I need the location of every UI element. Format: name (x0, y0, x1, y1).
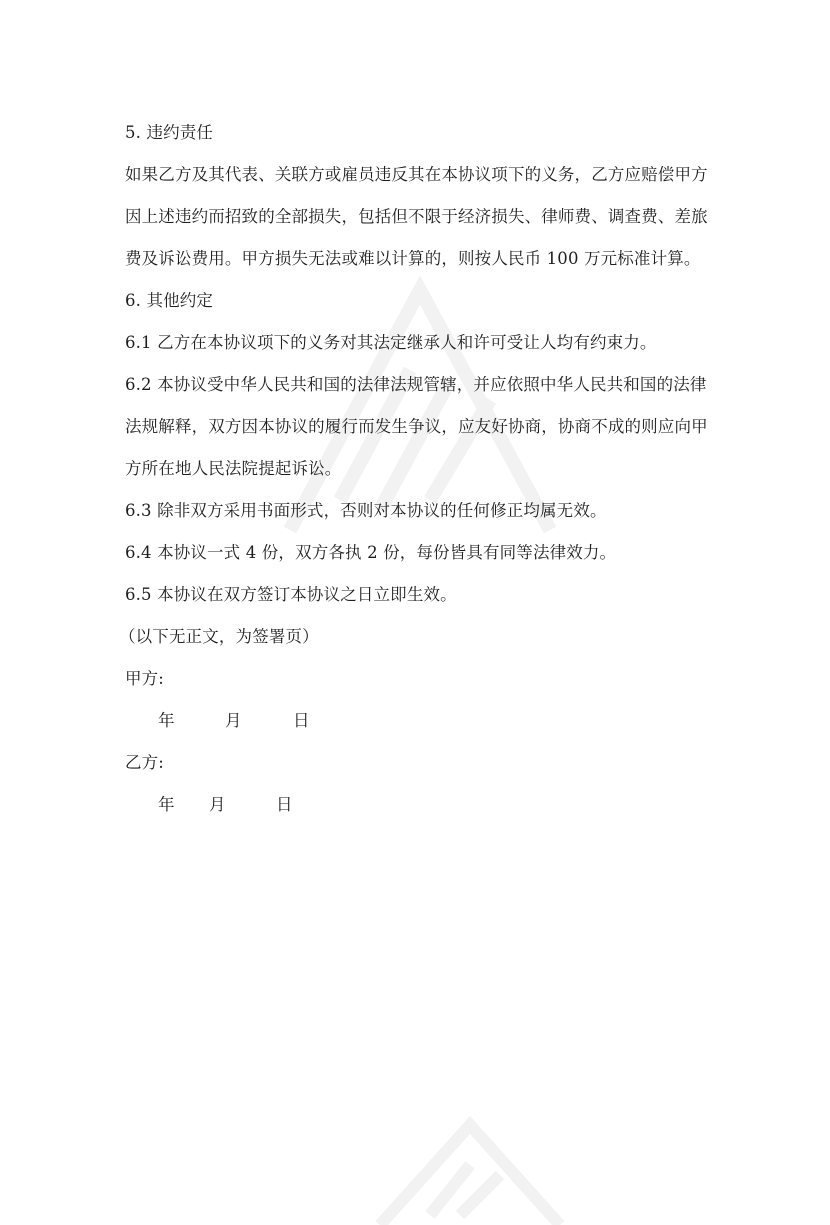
party-b-date (125, 784, 710, 826)
party-a-label: 甲方: (125, 669, 165, 688)
party-b-label: 乙方: (125, 753, 165, 772)
paragraph-line: 因上述违约而招致的全部损失，包括但不限于经济损失、律师费、调查费、差旅 (125, 207, 708, 226)
month-label: 月 (209, 795, 226, 814)
clause-6-4: 6.4 本协议一式 4 份，双方各执 2 份，每份皆具有同等法律效力。 (125, 543, 617, 562)
clause-6-5: 6.5 本协议在双方签订本协议之日立即生效。 (125, 585, 457, 604)
clause-6-3: 6.3 除非双方采用书面形式，否则对本协议的任何修正均属无效。 (125, 501, 607, 520)
year-label: 年 (158, 795, 175, 814)
document-body (119, 112, 710, 826)
paragraph-line: 方所在地人民法院提起诉讼。 (125, 459, 342, 478)
month-label: 月 (225, 711, 242, 730)
party-a-date (125, 700, 710, 742)
clause-6-2 (125, 364, 710, 490)
section-6-heading: 6. 其他约定 (125, 291, 214, 310)
watermark-logo (360, 1105, 580, 1225)
end-note: （以下无正文，为签署页） (119, 627, 319, 646)
paragraph-line: 如果乙方及其代表、关联方或雇员违反其在本协议项下的义务，乙方应赔偿甲方 (125, 165, 708, 184)
paragraph-line: 法规解释，双方因本协议的履行而发生争议，应友好协商，协商不成的则应向甲 (125, 417, 708, 436)
paragraph-line: 费及诉讼费用。甲方损失无法或难以计算的，则按人民币 100 万元标准计算。 (125, 249, 701, 268)
paragraph-line: 6.2 本协议受中华人民共和国的法律法规管辖，并应依照中华人民共和国的法律 (125, 375, 707, 394)
day-label: 日 (276, 795, 293, 814)
clause-6-1: 6.1 乙方在本协议项下的义务对其法定继承人和许可受让人均有约束力。 (125, 333, 657, 352)
day-label: 日 (293, 711, 310, 730)
section-5-heading: 5. 违约责任 (125, 123, 214, 142)
year-label: 年 (158, 711, 175, 730)
section-5-paragraph (125, 154, 710, 280)
